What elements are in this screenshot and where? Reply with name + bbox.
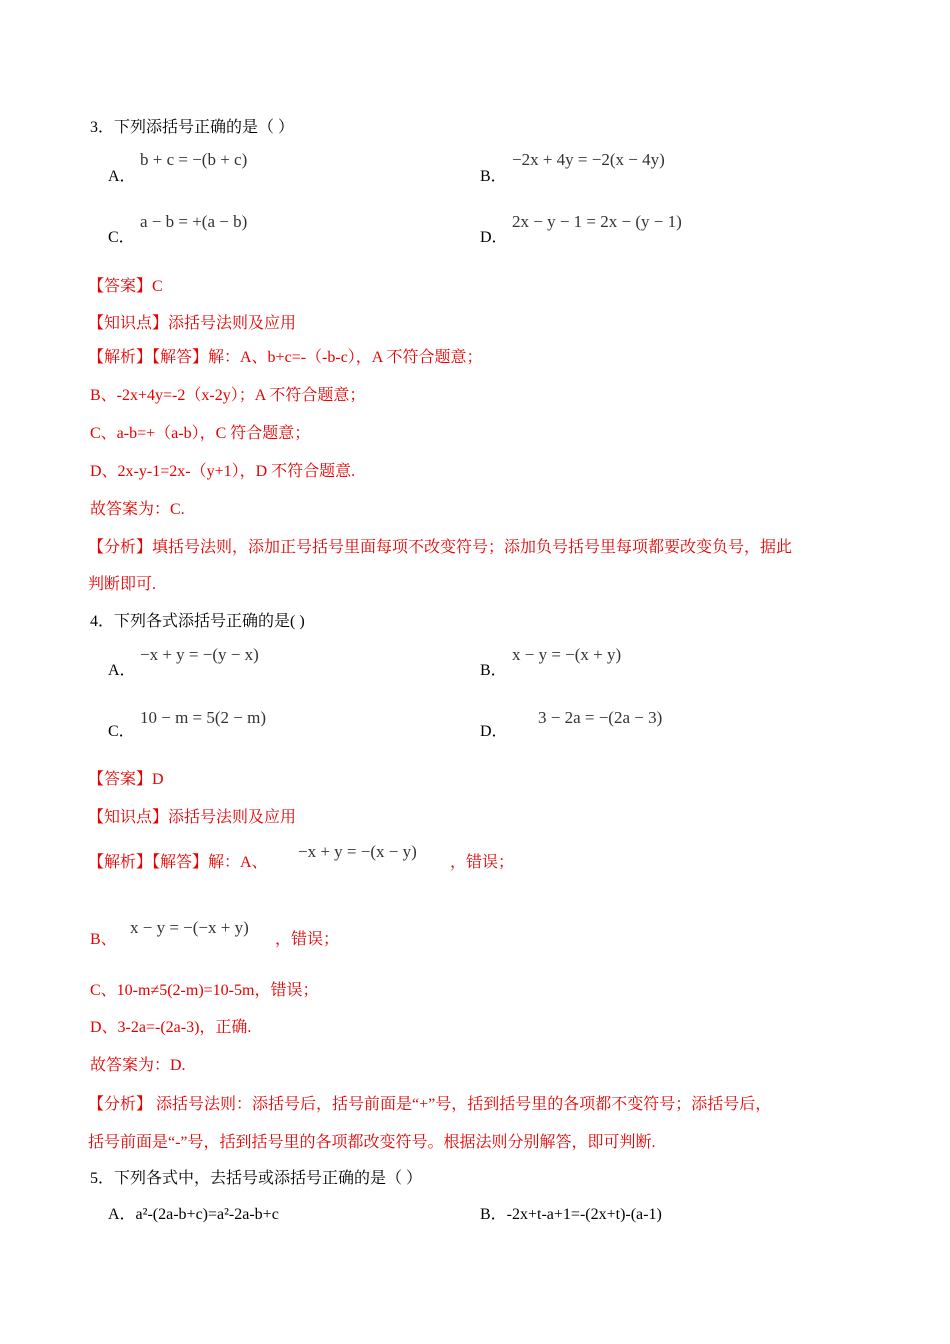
q4-fenxi-line-1: 【分析】 添括号法则：添括号后，括号前面是“+”号，括到括号里的各项都不变符号；添括号后， <box>88 1096 772 1113</box>
q3-analysis-line-1: 【解析】【解答】解：A、b+c=-（-b-c），A 不符合题意； <box>88 349 483 366</box>
q4-analysis-a-prefix: 【解析】【解答】解：A、 <box>88 854 268 871</box>
q4-knowledge: 【知识点】添括号法则及应用 <box>88 809 297 826</box>
q3-fenxi-line-2: 判断即可. <box>88 576 157 593</box>
q3-analysis-line-3: C、a-b=+（a-b），C 符合题意； <box>90 425 311 442</box>
q3-option-c-label: C． <box>108 229 135 246</box>
q3-option-b-label: B． <box>480 168 507 185</box>
q4-answer: 【答案】D <box>88 771 164 788</box>
q3-option-a-label: A． <box>108 168 136 185</box>
q3-option-a-math: b + c = −(b + c) <box>140 150 248 169</box>
q4-analysis-b-math: x − y = −(−x + y) <box>130 918 249 937</box>
q3-fenxi-line-1: 【分析】填括号法则，添加正号括号里面每项不改变符号；添加负号括号里每项都要改变负号，据此 <box>88 539 793 556</box>
q4-analysis-a-math: −x + y = −(x − y) <box>298 842 417 861</box>
q3-stem: 3．下列添括号正确的是（ ） <box>90 119 295 136</box>
q4-fenxi-line-2: 括号前面是“-”号，括到括号里的各项都改变符号。根据法则分别解答，即可判断. <box>88 1134 656 1151</box>
q4-stem: 4．下列各式添括号正确的是( ) <box>90 613 305 630</box>
q3-answer: 【答案】C <box>88 278 163 295</box>
q3-analysis-line-4: D、2x-y-1=2x-（y+1），D 不符合题意. <box>90 463 356 480</box>
q4-option-c-math: 10 − m = 5(2 − m) <box>140 708 267 727</box>
q3-conclusion: 故答案为：C. <box>90 501 185 518</box>
q3-option-b-math: −2x + 4y = −2(x − 4y) <box>512 150 665 169</box>
q4-analysis-line-d: D、3-2a=-(2a-3)，正确. <box>90 1019 252 1036</box>
q4-option-b-math: x − y = −(x + y) <box>512 645 622 664</box>
q3-option-c-math: a − b = +(a − b) <box>140 212 248 231</box>
q3-option-d-math: 2x − y − 1 = 2x − (y − 1) <box>512 212 682 231</box>
q4-option-d-label: D． <box>480 723 508 740</box>
q3-analysis-line-2: B、-2x+4y=-2（x-2y）；A 不符合题意； <box>90 387 366 404</box>
q4-option-d-math: 3 − 2a = −(2a − 3) <box>538 708 663 727</box>
q5-option-a: A．a²-(2a-b+c)=a²-2a-b+c <box>108 1206 279 1223</box>
q4-option-a-math: −x + y = −(y − x) <box>140 645 259 664</box>
q3-knowledge: 【知识点】添括号法则及应用 <box>88 315 297 332</box>
q4-analysis-b-suffix: ，错误； <box>275 931 340 948</box>
q4-option-c-label: C． <box>108 723 135 740</box>
q4-option-b-label: B． <box>480 662 507 679</box>
q4-conclusion: 故答案为：D. <box>90 1057 186 1074</box>
q5-option-b: B．-2x+t-a+1=-(2x+t)-(a-1) <box>480 1206 662 1223</box>
q4-analysis-b-prefix: B、 <box>90 931 117 948</box>
q4-analysis-line-c: C、10-m≠5(2-m)=10-5m，错误； <box>90 982 319 999</box>
q3-option-d-label: D． <box>480 229 508 246</box>
q5-stem: 5．下列各式中，去括号或添括号正确的是（ ） <box>90 1170 423 1187</box>
q4-option-a-label: A． <box>108 662 136 679</box>
q4-analysis-a-suffix: ，错误； <box>450 854 515 871</box>
